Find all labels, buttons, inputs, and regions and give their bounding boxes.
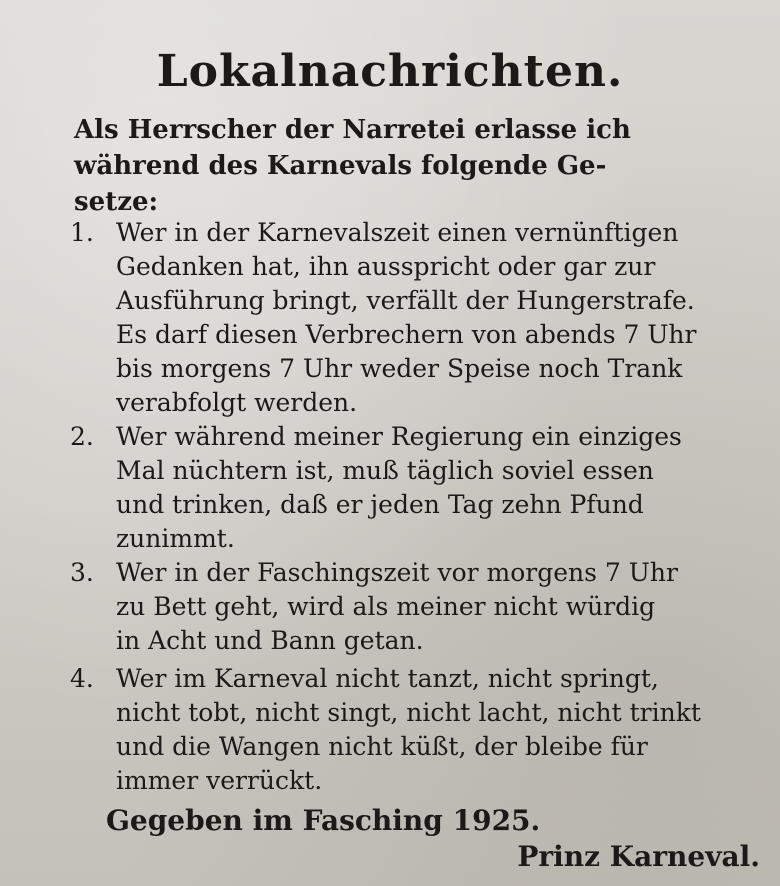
law-number: 2. xyxy=(70,422,94,451)
law-item-1 xyxy=(70,216,760,420)
law-text xyxy=(116,662,760,798)
law-line: nicht tobt, nicht singt, nicht lacht, nicht trinkt xyxy=(116,698,701,727)
law-line: in Acht und Bann getan. xyxy=(116,626,424,655)
intro-line: setze: xyxy=(74,187,159,217)
intro-line: während des Karnevals folgende Ge- xyxy=(74,151,607,181)
law-line: Wer in der Faschingszeit vor morgens 7 Uhr xyxy=(116,558,678,587)
law-line: verabfolgt werden. xyxy=(116,388,358,417)
law-line: Wer im Karneval nicht tanzt, nicht springt, xyxy=(116,664,659,693)
law-line: Es darf diesen Verbrechern von abends 7 Uhr xyxy=(116,320,697,349)
law-item-3 xyxy=(70,556,760,658)
intro-paragraph xyxy=(74,112,754,220)
law-number: 3. xyxy=(70,558,94,587)
law-line: zunimmt. xyxy=(116,524,235,553)
law-line: Gedanken hat, ihn ausspricht oder gar zur xyxy=(116,252,656,281)
page-title: Lokalnachrichten. xyxy=(156,46,624,97)
law-number: 4. xyxy=(70,664,94,693)
law-item-2 xyxy=(70,420,760,556)
law-line: und die Wangen nicht küßt, der bleibe für xyxy=(116,732,648,761)
law-text xyxy=(116,216,760,420)
given-date-line: Gegeben im Fasching 1925. xyxy=(106,804,541,837)
law-number: 1. xyxy=(70,218,94,247)
law-line: Wer während meiner Regierung ein einziges xyxy=(116,422,682,451)
law-line: zu Bett geht, wird als meiner nicht würdig xyxy=(116,592,656,621)
intro-line: Als Herrscher der Narretei erlasse ich xyxy=(74,115,631,145)
law-item-4 xyxy=(70,662,760,798)
law-line: Mal nüchtern ist, muß täglich soviel essen xyxy=(116,456,654,485)
law-text xyxy=(116,420,760,556)
law-line: Ausführung bringt, verfällt der Hungerstrafe. xyxy=(116,286,695,315)
signature: Prinz Karneval. xyxy=(517,840,760,873)
law-line: und trinken, daß er jeden Tag zehn Pfund xyxy=(116,490,644,519)
law-line: immer verrückt. xyxy=(116,766,323,795)
law-line: bis morgens 7 Uhr weder Speise noch Trank xyxy=(116,354,683,383)
law-line: Wer in der Karnevalszeit einen vernünftigen xyxy=(116,218,679,247)
law-text xyxy=(116,556,760,658)
